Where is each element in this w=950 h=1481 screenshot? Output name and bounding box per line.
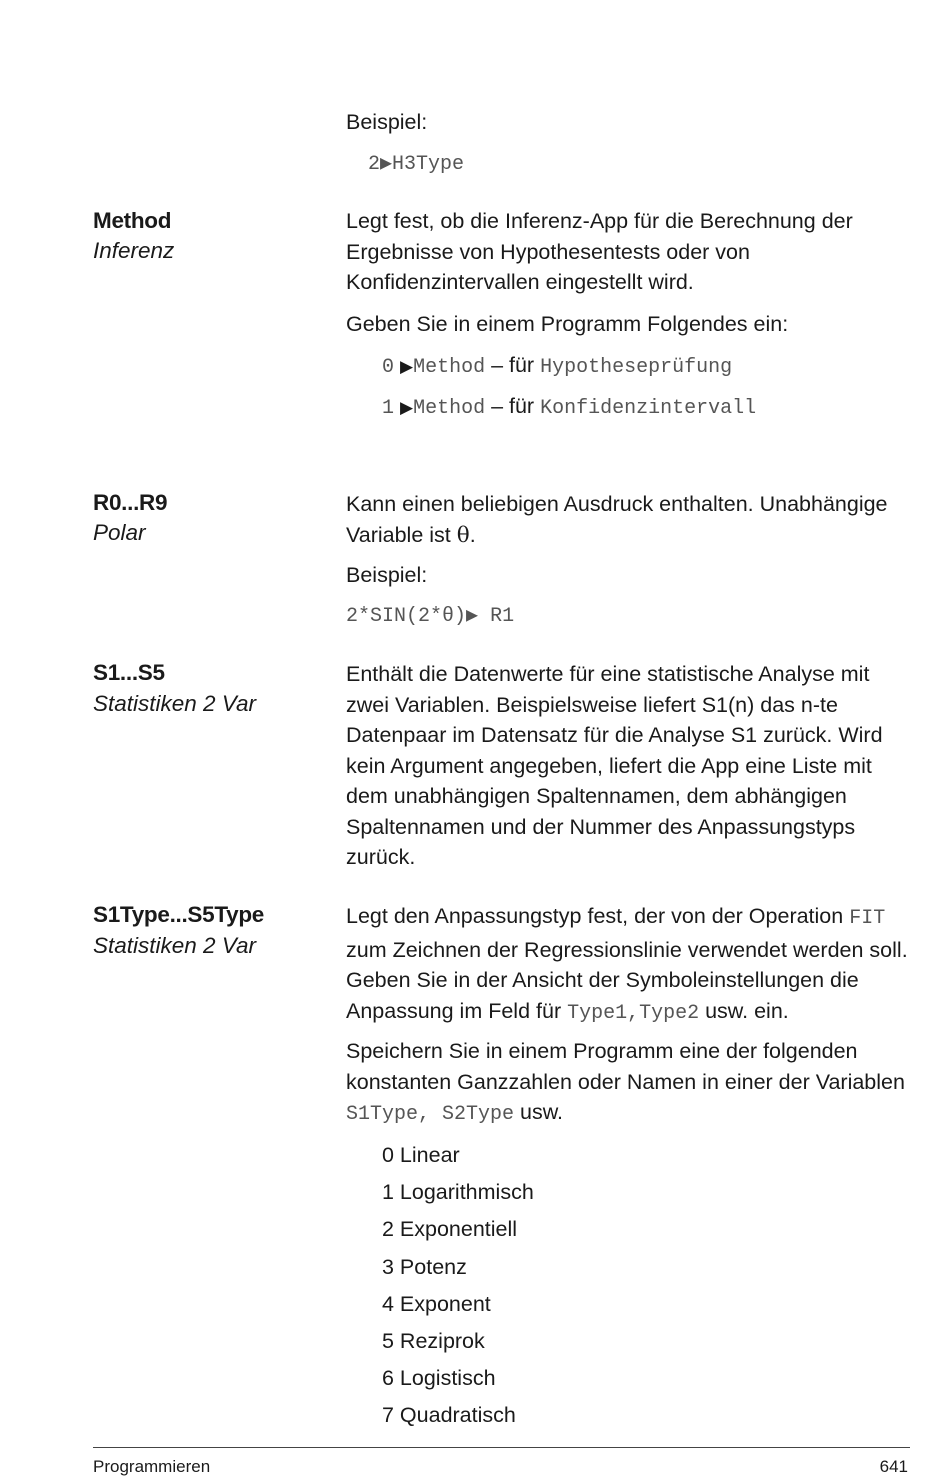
r0r9-desc-text: Kann einen beliebigen Ausdruck enthalten. Unabhängige Variable ist <box>346 492 888 547</box>
method-description: Legt fest, ob die Inferenz-App für die Berechnung der Ergebnisse von Hypothesentests oder von Konfidenzintervallen eingestellt wird. <box>346 209 853 294</box>
list-item: 6 Logistisch <box>382 1366 496 1391</box>
list-item: 7 Quadratisch <box>382 1403 516 1428</box>
s1type-description <box>346 901 910 1029</box>
list-item: 2 Exponentiell <box>382 1217 518 1242</box>
fit-operation: FIT <box>849 907 886 930</box>
method-value: Konfidenzintervall <box>540 397 757 420</box>
s1type-desc-c: usw. ein. <box>699 998 789 1023</box>
footer-section: Programmieren <box>93 1457 211 1476</box>
context-stat2var: Statistiken 2 Var <box>93 691 256 716</box>
method-line-sep: – für <box>485 353 541 377</box>
context-stat2var: Statistiken 2 Var <box>93 933 256 958</box>
context-polar: Polar <box>93 520 146 545</box>
s1type-store-b: usw. <box>514 1100 564 1124</box>
method-line-0 <box>382 350 732 384</box>
term-r0-r9: R0...R9 <box>93 490 168 515</box>
term-s1type-s5type: S1Type...S5Type <box>93 902 264 927</box>
list-item: 5 Reziprok <box>382 1328 485 1353</box>
r0r9-desc-end: . <box>469 522 476 547</box>
store-arrow-icon: ▶ <box>400 357 414 376</box>
method-line-num: 1 <box>382 397 395 420</box>
s1type-store-text <box>346 1036 910 1131</box>
example-label: Beispiel: <box>346 110 428 134</box>
method-line-1 <box>382 391 756 425</box>
fit-type-list <box>382 1140 534 1438</box>
method-program-intro: Geben Sie in einem Programm Folgendes ein: <box>346 312 789 336</box>
s1type-store-a: Speichern Sie in einem Programm eine der folgenden konstanten Ganzzahlen oder Namen in einer der Variablen <box>346 1039 905 1094</box>
list-item: 3 Potenz <box>382 1254 467 1279</box>
page-number: 641 <box>879 1457 908 1476</box>
method-value: Hypotheseprüfung <box>540 356 733 379</box>
theta-symbol: θ <box>456 522 470 548</box>
r0r9-example-code: 2*SIN(2*θ)▶ R1 <box>346 605 515 628</box>
list-item: 0 Linear <box>382 1143 460 1167</box>
context-method: Inferenz <box>93 238 175 263</box>
store-arrow-icon: ▶ <box>400 398 414 417</box>
s1s5-description: Enthält die Datenwerte für eine statistische Analyse mit zwei Variablen. Beispielsweise liefert S1(n) das n-te Datenpaar im Datensatz für die Analyse S1 zurück. Wird kein Argument angegeben, liefert die App eine Liste mit dem unabhängigen Spaltennamen, dem abhängigen Spaltennamen und der Nummer des Anpassungstyps zurück. <box>346 662 883 869</box>
type-fields: Type1,Type2 <box>567 1001 700 1025</box>
r0r9-description <box>346 489 910 551</box>
s1type-desc-a: Legt den Anpassungstyp fest, der von der Operation <box>346 904 850 928</box>
method-line-num: 0 <box>382 356 395 379</box>
r0r9-example-label: Beispiel: <box>346 563 428 587</box>
footer-rule <box>93 1447 910 1448</box>
term-method: Method <box>93 208 172 233</box>
list-item: 1 Logarithmisch <box>382 1180 534 1205</box>
method-line-sep: – für <box>485 394 541 418</box>
s1type-desc-b: zum Zeichnen der Regressionslinie verwendet werden soll. Geben Sie in der Ansicht der Symboleinstellungen die Anpassung im Feld für <box>346 937 908 1023</box>
s1type-vars: S1Type, S2Type <box>346 1103 515 1126</box>
term-s1-s5: S1...S5 <box>93 660 165 685</box>
method-var: Method <box>413 356 486 379</box>
example-code: 2▶H3Type <box>368 153 465 176</box>
list-item: 4 Exponent <box>382 1291 491 1316</box>
method-var: Method <box>413 397 486 420</box>
